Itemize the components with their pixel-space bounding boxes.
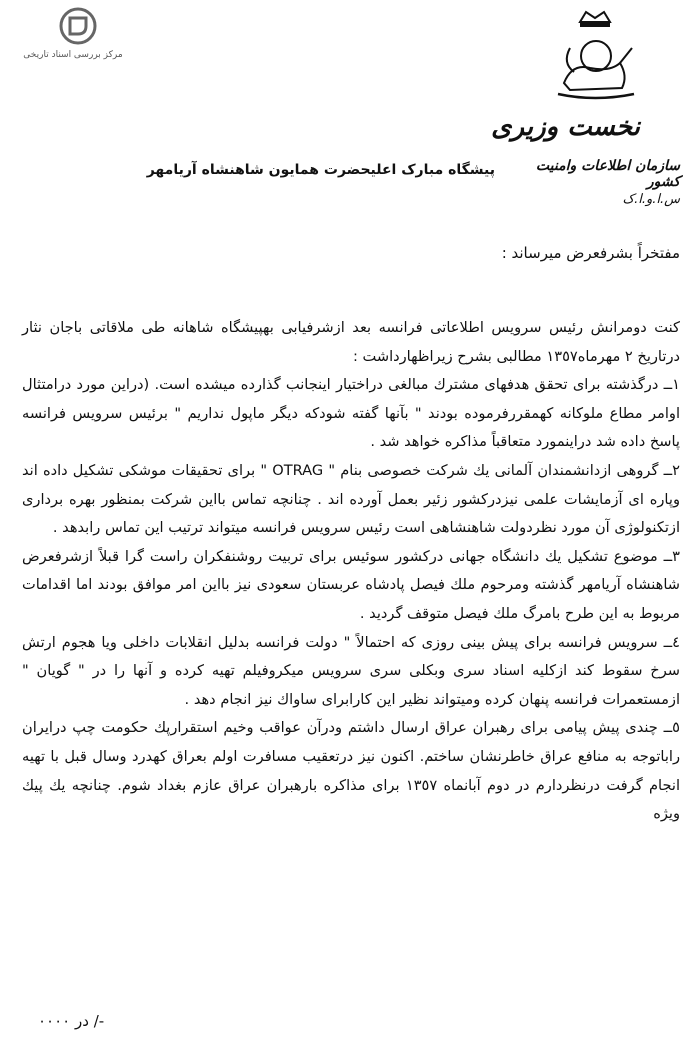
- reference-code: س.ا.و.ا.ک: [622, 192, 680, 207]
- page-continuation: -/ در ٠٠٠٠: [38, 1012, 105, 1030]
- letter-body: [22, 314, 680, 829]
- salutation: مفتخراً بشرفعرض میرساند :: [501, 244, 680, 262]
- ministry-title: نخست وزیری: [491, 112, 640, 142]
- intro-paragraph: کنت دومرانش رئیس سرویس اطلاعاتی فرانسه بعد ازشرفیابی بهپیشگاه شاهانه طی ملاقاتی باجان نثار درتاریخ ٢ مهرماه١٣٥٧ مطالبی بشرح زیراظهارداشت :: [22, 319, 680, 365]
- organization-name: سازمان اطلاعات وامنیت کشور: [535, 158, 680, 190]
- recipient-line: پیشگاه مبارک اعلیحضرت همایون شاهنشاه آریامهر: [146, 162, 495, 178]
- list-item-3: ٣ــ موضوع تشکیل یك دانشگاه جهانی درکشور سوئیس برای تربیت روشنفکران راست گرا قبلاً ازشرفعرض شاهنشاه آریامهر گذشته ومرحوم ملك فیصل پادشاه عربستان سعودی نیز بااین امر موافق بودند اما اقدامات مربوط به این طرح بامرگ ملك فیصل متوقف گردید .: [22, 547, 680, 622]
- list-item-1: ١ــ درگذشته برای تحقق هدفهای مشترك مبالغی دراختیار اینجانب گذارده میشده است. (دراین مورد درامتثال اوامر مطاع ملوکانه کهمقررفرموده بودند " بآنها گفته شودکه دیگر ماپول نداریم " برئیس سرویس فرانسه پاسخ داده شد دراینمورد متعاقباً مذاکره خواهد شد .: [22, 376, 680, 451]
- list-item-5: ٥ــ چندی پیش پیامی برای رهبران عراق ارسال داشتم ودرآن عواقب وخیم استقرارپك حکومت چپ درایران راباتوجه به منافع عراق خاطرنشان ساختم. اکنون نیز درتعقیب مسافرت اولم بعراق کهدرد وسال قبل با تهیه انجام گرفت درنظردارم در دوم آبانماه ١٣٥٧ برای مذاکره بارهبران عراق عازم بغداد شوم. چنانچه یك پیك ویژه: [22, 719, 680, 823]
- archive-label: مرکز بررسی اسناد تاریخی: [23, 50, 123, 60]
- archive-watermark: [8, 6, 138, 66]
- list-item-2: ٢ــ گروهی ازدانشمندان آلمانی یك شرکت خصوصی بنام " OTRAG " برای تحقیقات موشکی تشکیل داده اند وپاره ای آزمایشات علمی نیزدرکشور زئیر بعمل آورده اند . چنانچه تماس بااین شرکت بمنظور بهره برداری ازتکنولوژی آن مورد نظردولت شاهنشاهی است رئیس سرویس فرانسه میتواند ترتیب این تماس رابدهد .: [22, 461, 680, 537]
- list-item-4: ٤ــ سرویس فرانسه برای پیش بینی روزی که احتمالاً " دولت فرانسه بدلیل انقلابات داخلی ویا هجوم ارتش سرخ سقوط کند ازکلیه اسناد سری وبکلی سری سرویس میکروفیلم تهیه کرده و آنها را در " گویان " ازمستعمرات فرانسه پنهان کرده ومیتواند نظیر این کارابرای ساواك نیز انجام دهد .: [22, 633, 680, 708]
- lion-and-sun-emblem-icon: [550, 8, 640, 103]
- archive-logo-icon: [58, 6, 98, 46]
